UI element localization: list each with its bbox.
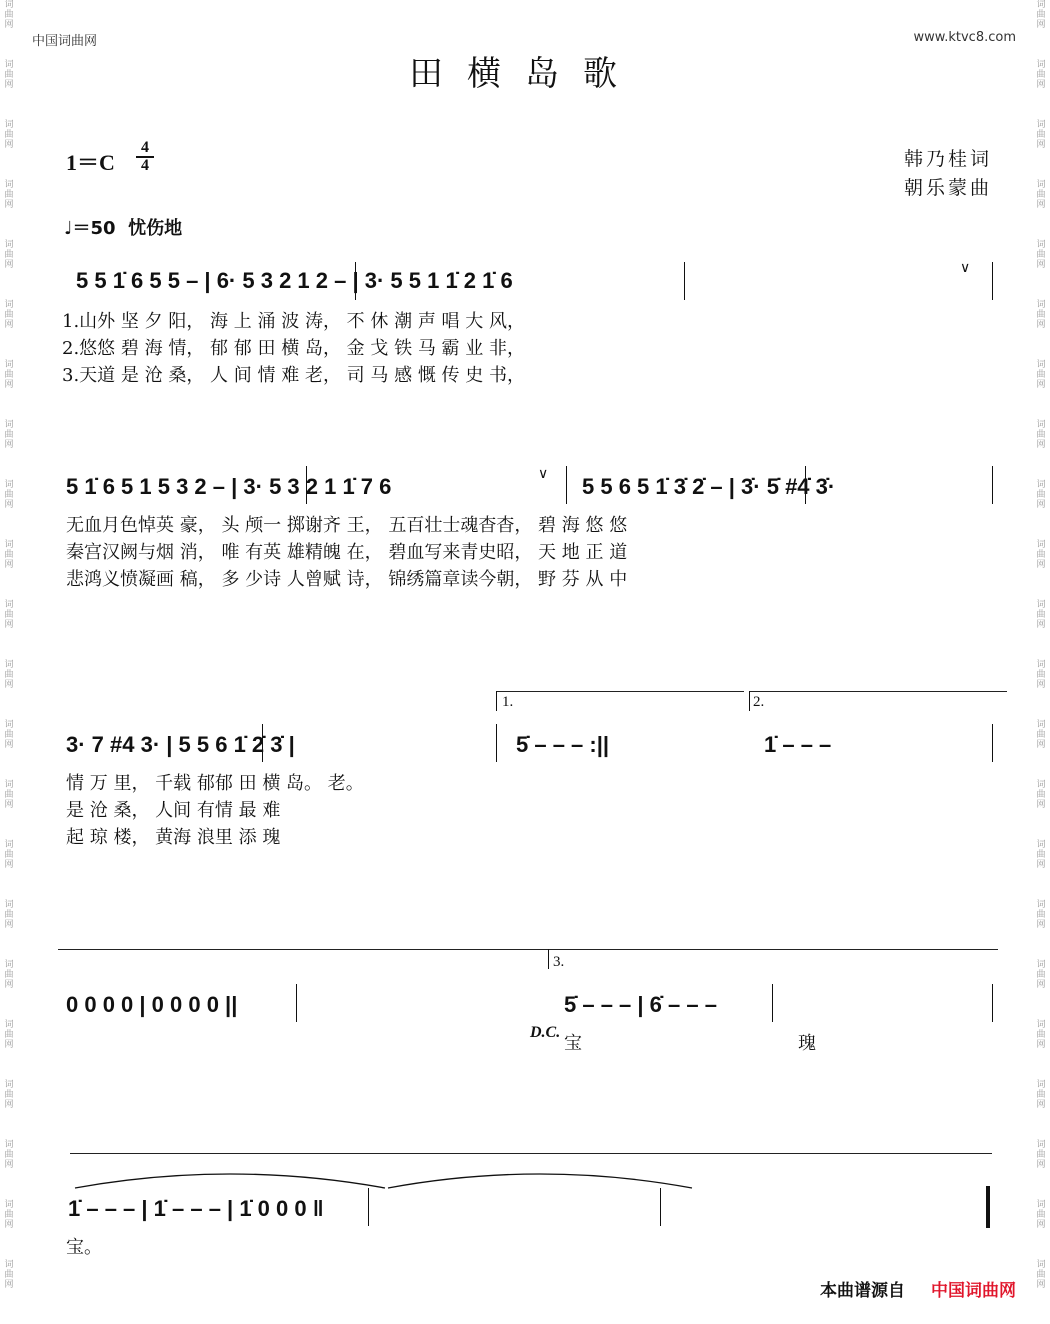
breath-mark: ∨ (538, 466, 549, 482)
lyricist: 韩乃桂词 (903, 148, 992, 170)
barline (772, 984, 773, 1022)
da-capo: D.C. (530, 1024, 561, 1041)
volta-edge (548, 949, 549, 969)
volta-bracket-3 (548, 949, 998, 950)
barline (805, 466, 806, 504)
lyrics-row-2-verse-1: 无血月色悼英 豪， 头 颅一 掷谢齐 王， 五百壮士魂杳杳， 碧 海 悠 悠 (66, 515, 628, 536)
barline (566, 466, 567, 504)
lyrics-row-3-verse-3: 起 琼 楼， 黄海 浪里 添 瑰 (66, 827, 281, 848)
notes-row-2a: 5 1̇ 6 5 1 5 3 2 – | 3· 5 3 2 1 1̇ 7 6 (66, 474, 392, 499)
lyrics-row-4-b: 瑰 (798, 1033, 816, 1054)
notes-row-4-rests: 0 0 0 0 | 0 0 0 0 || (66, 992, 238, 1017)
lyrics-row-3-verse-2: 是 沧 桑， 人间 有情 最 难 (66, 800, 281, 821)
volta-3-label: 3. (553, 954, 565, 970)
key-signature: 1＝C (66, 150, 115, 175)
lyrics-row-1-verse-1: 1.山外 坚 夕 阳， 海 上 涌 波 涛， 不 休 潮 声 唱 大 风， (62, 311, 525, 332)
slur-ties (70, 1166, 700, 1196)
staff-top-line (58, 949, 548, 950)
notes-row-2b: 5 5 6 5 1̇ 3̇ 2̇ – | 3̇· 5̇ #4̇ 3̇· (582, 474, 836, 499)
right-watermark: 词曲网 词曲网 词曲网 词曲网 词曲网 词曲网 词曲网 词曲网 词曲网 词曲网 词曲网 词曲网 词曲网 词曲网 词曲网 词曲网 词曲网 词曲网 词曲网 词曲网 词曲网 词曲网 (1036, 0, 1046, 1290)
notes-row-5: 1̇ – – – | 1̇ – – – | 1̇ 0 0 0 ‖ (68, 1196, 324, 1221)
barline (992, 984, 993, 1022)
tempo-marking: ♩＝50 忧伤地 (64, 218, 183, 239)
ending-3-notes: 5̇ – – – | 6̇ – – – (564, 992, 717, 1017)
volta-1-label: 1. (502, 694, 514, 710)
breath-mark: ∨ (960, 260, 971, 276)
volta-edge (496, 691, 497, 711)
lyrics-row-2-verse-3: 悲鸿义愤凝画 稿， 多 少诗 人曾赋 诗， 锦绣篇章读今朝， 野 芬 从 中 (66, 569, 628, 590)
ending-1-notes: 5̇ – – – :|| (516, 732, 610, 757)
barline (355, 262, 356, 300)
footer-source-label: 本曲谱源自 (820, 1281, 905, 1301)
notes-row-1: 5 5 1̇ 6 5 5 – | 6· 5 3 2 1 2 – | 3· 5 5 1 1̇ 2 1̇ 6 (76, 268, 513, 293)
volta-2-label: 2. (753, 694, 765, 710)
volta-bracket-2 (749, 691, 1007, 692)
time-signature: $\frac{4}{4}$ (136, 140, 154, 174)
barline (992, 724, 993, 762)
composer: 朝乐蒙曲 (903, 177, 992, 199)
lyrics-row-2-verse-2: 秦宫汉阙与烟 消， 唯 有英 雄精魄 在， 碧血写来青史昭， 天 地 正 道 (66, 542, 628, 563)
lyrics-row-1-verse-2: 2.悠悠 碧 海 情， 郁 郁 田 横 岛， 金 戈 铁 马 霸 业 非， (62, 338, 525, 359)
notes-row-3: 3· 7 #4 3· | 5 5 6 1̇ 2̇ 3̇ | (66, 732, 295, 757)
site-name-left[interactable]: 中国词曲网 (32, 34, 98, 49)
barline (496, 724, 497, 762)
site-url-right[interactable]: www.ktvc8.com (913, 30, 1016, 45)
barline (296, 984, 297, 1022)
volta-bracket-1 (496, 691, 744, 692)
final-barline (986, 1186, 990, 1228)
lyrics-row-5: 宝。 (66, 1237, 102, 1258)
barline (306, 466, 307, 504)
lyrics-row-4-a: 宝 (564, 1033, 582, 1054)
lyrics-row-3-verse-1: 情 万 里， 千载 郁郁 田 横 岛。 老。 (66, 773, 364, 794)
left-watermark: 词曲网 词曲网 词曲网 词曲网 词曲网 词曲网 词曲网 词曲网 词曲网 词曲网 词曲网 词曲网 词曲网 词曲网 词曲网 词曲网 词曲网 词曲网 词曲网 词曲网 词曲网 词曲网 (4, 0, 14, 1290)
staff-top-line (70, 1153, 992, 1154)
song-title: 田横岛歌 (409, 54, 641, 94)
volta-edge (749, 691, 750, 711)
ending-2-notes: 1̇ – – – (764, 732, 832, 757)
barline (684, 262, 685, 300)
lyrics-row-1-verse-3: 3.天道 是 沧 桑， 人 间 情 难 老， 司 马 感 慨 传 史 书， (62, 365, 525, 386)
barline (262, 724, 263, 762)
barline (992, 466, 993, 504)
barline (992, 262, 993, 300)
footer-source-site[interactable]: 中国词曲网 (931, 1281, 1016, 1301)
